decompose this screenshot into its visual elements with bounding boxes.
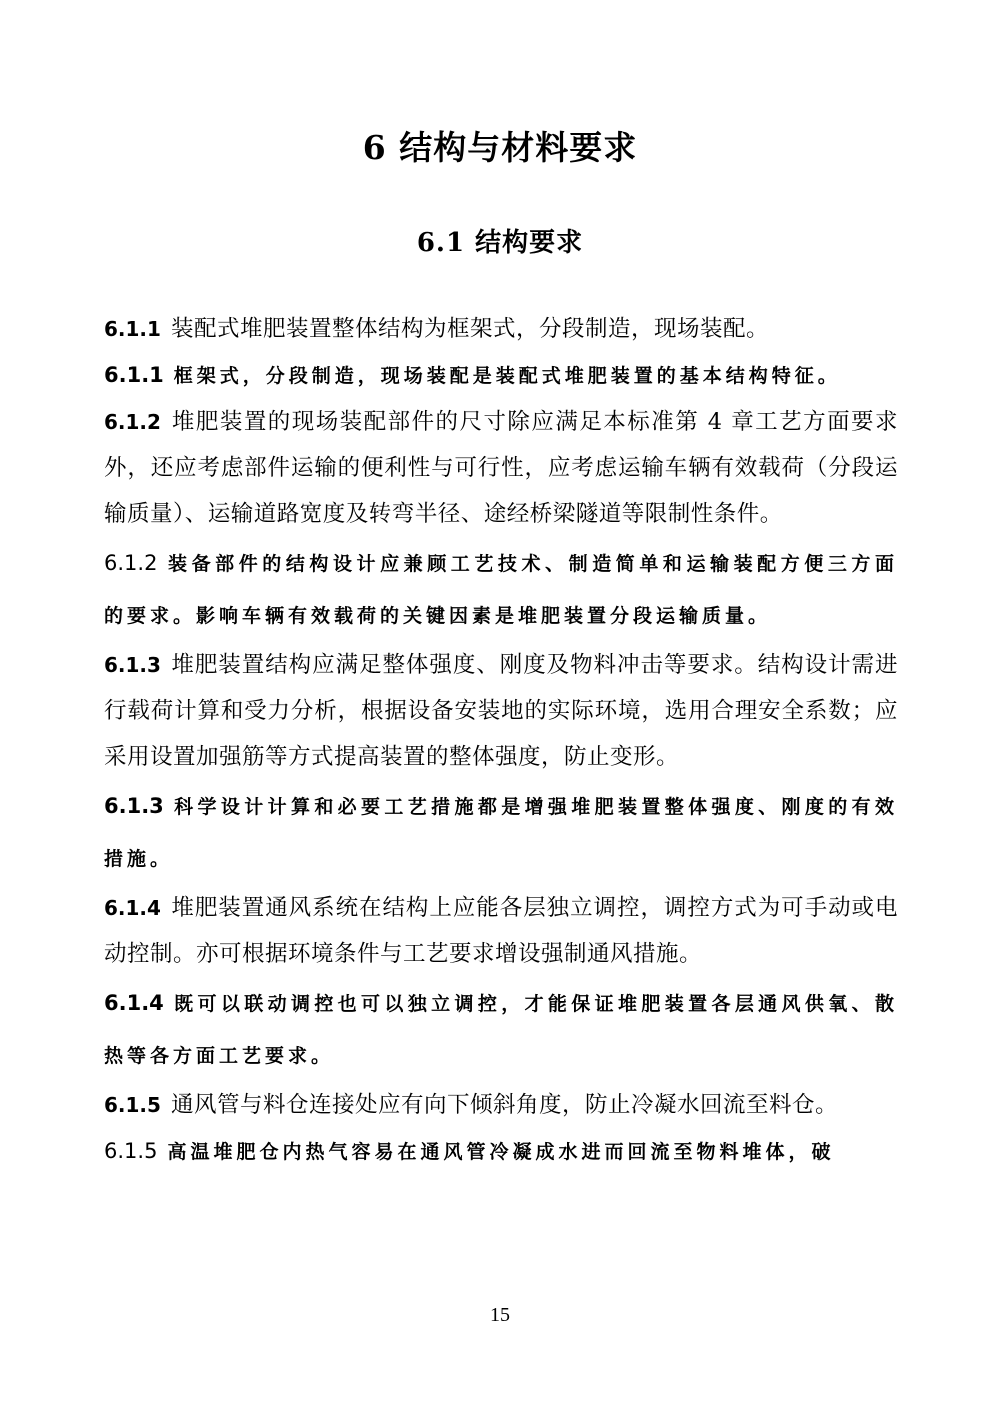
clause-paragraph	[104, 399, 898, 537]
clause-text: 堆肥装置的现场装配部件的尺寸除应满足本标准第 4 章工艺方面要求外，还应考虑部件运输的便利性与可行性，应考虑运输车辆有效载荷（分段运输质量）、运输道路宽度及转弯半径、途经桥梁隧道等限制性条件。	[104, 409, 898, 527]
explanation-text: 高温堆肥仓内热气容易在通风管冷凝成水进而回流至物料堆体，破	[167, 1141, 835, 1163]
clause-paragraph	[104, 885, 898, 977]
explanation-number: 6.1.3	[104, 794, 164, 818]
explanation-paragraph	[104, 780, 898, 885]
clause-number: 6.1.2	[104, 410, 161, 434]
chapter-title: 6 结构与材料要求	[362, 128, 638, 167]
page-number: 15	[490, 1304, 510, 1326]
clause-text: 堆肥装置通风系统在结构上应能各层独立调控，调控方式为可手动或电动控制。亦可根据环境条件与工艺要求增设强制通风措施。	[104, 895, 898, 967]
explanation-number: 6.1.2	[104, 551, 158, 575]
explanation-text: 装备部件的结构设计应兼顾工艺技术、制造简单和运输装配方便三方面的要求。影响车辆有效载荷的关键因素是堆肥装置分段运输质量。	[104, 553, 898, 627]
clause-text: 通风管与料仓连接处应有向下倾斜角度，防止冷凝水回流至料仓。	[170, 1092, 838, 1118]
explanation-paragraph	[104, 977, 898, 1082]
clause-text: 堆肥装置结构应满足整体强度、刚度及物料冲击等要求。结构设计需进行载荷计算和受力分析，根据设备安装地的实际环境，选用合理安全系数；应采用设置加强筋等方式提高装置的整体强度，防止变形。	[104, 652, 898, 770]
section-title: 6.1 结构要求	[416, 228, 584, 258]
clause-paragraph	[104, 306, 898, 352]
explanation-number: 6.1.1	[104, 363, 164, 387]
document-body	[104, 306, 898, 1175]
clause-paragraph	[104, 1082, 898, 1128]
explanation-text: 科学设计计算和必要工艺措施都是增强堆肥装置整体强度、刚度的有效措施。	[104, 796, 898, 870]
explanation-number: 6.1.5	[104, 1139, 158, 1163]
clause-number: 6.1.4	[104, 896, 161, 920]
explanation-paragraph	[104, 352, 898, 399]
explanation-paragraph	[104, 537, 898, 642]
explanation-text: 既可以联动调控也可以独立调控，才能保证堆肥装置各层通风供氧、散热等各方面工艺要求。	[104, 993, 898, 1067]
explanation-text: 框架式，分段制造，现场装配是装配式堆肥装置的基本结构特征。	[173, 365, 841, 387]
clause-paragraph	[104, 642, 898, 780]
clause-number: 6.1.5	[104, 1093, 161, 1117]
explanation-number: 6.1.4	[104, 991, 164, 1015]
clause-number: 6.1.1	[104, 317, 161, 341]
clause-text: 装配式堆肥装置整体结构为框架式，分段制造，现场装配。	[170, 316, 769, 342]
clause-number: 6.1.3	[104, 653, 161, 677]
explanation-paragraph	[104, 1128, 898, 1175]
